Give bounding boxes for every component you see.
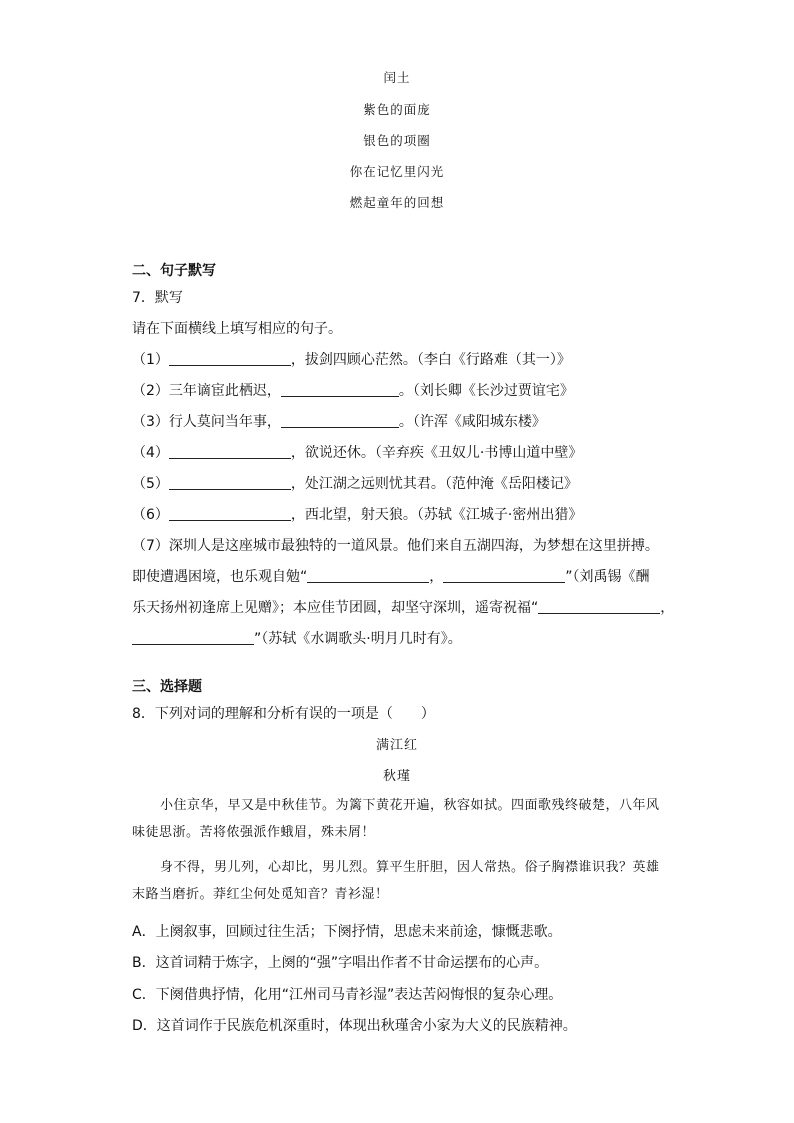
dictation-item (132, 411, 546, 431)
answer-blank[interactable] (132, 630, 254, 645)
item-text: ，处江湖之远则忧其君。（范仲淹《岳阳楼记》 (290, 476, 578, 492)
dictation-item-7-line (132, 597, 674, 617)
item-text: 即使遭遇困境，也乐观自勉“ (132, 569, 308, 585)
item-number: （4） (132, 445, 169, 461)
item-text: ， (429, 569, 444, 585)
ci-paragraph: 身不得，男儿列，心却比，男儿烈。算平生肝胆，因人常热。俗子胸襟谁识我？英雄末路当磨折。莽红尘何处觅知音？青衫湿！ (132, 860, 660, 902)
item-text: 行人莫问当年事， (168, 414, 281, 430)
answer-blank[interactable] (443, 568, 565, 583)
answer-blank[interactable] (307, 568, 429, 583)
poem-line: 燃起童年的回想 (349, 195, 445, 210)
poem-line: 紫色的面庞 (363, 102, 431, 117)
item-number: （5） (132, 476, 169, 492)
option-a[interactable]: A．上阕叙事，回顾过往生活；下阕抒情，思虑未来前途，慷慨悲歌。 (132, 924, 562, 940)
item-text: ”（苏轼《水调歌头·明月几时有》。 (254, 631, 462, 647)
dictation-item-7: （7）深圳人是这座城市最独特的一道风景。他们来自五湖四海，为梦想在这里拼搏。 (132, 538, 659, 554)
item-number: （3） (132, 414, 169, 430)
poem-line: 银色的项圈 (363, 133, 431, 148)
answer-blank[interactable] (538, 599, 660, 614)
question-8: 8．下列对词的理解和分析有误的一项是（ ） (132, 706, 435, 722)
dictation-item (132, 442, 582, 462)
dictation-item-7-line (132, 566, 650, 586)
ci-title: 满江红 (375, 738, 418, 753)
item-text: ，拔剑四顾心茫然。（李白《行路难（其一）》 (290, 352, 571, 368)
item-text: 三年谪宦此栖迟， (168, 383, 281, 399)
item-text: 乐天扬州初逢席上见赠》；本应佳节团圆，却坚守深圳，遥寄祝福“ (132, 600, 539, 616)
item-number: （6） (132, 507, 169, 523)
answer-blank[interactable] (281, 413, 399, 428)
answer-blank[interactable] (281, 382, 399, 397)
answer-blank[interactable] (169, 506, 291, 521)
dictation-item (132, 380, 574, 400)
poem-line: 闰土 (383, 70, 411, 85)
item-text: ，欲说还休。（辛弃疾《丑奴儿·书博山道中壁》 (290, 445, 583, 461)
dictation-item (132, 473, 578, 493)
item-text: 。（刘长卿《长沙过贾谊宅》 (398, 383, 574, 399)
instruction: 请在下面横线上填写相应的句子。 (132, 321, 342, 337)
option-c[interactable]: C．下阕借典抒情，化用“江州司马青衫湿”表达苦闷悔恨的复杂心理。 (132, 987, 563, 1003)
dictation-item (132, 504, 582, 524)
item-number: （2） (132, 383, 169, 399)
section-title: 二、句子默写 (132, 263, 216, 279)
ci-paragraph: 小住京华，早又是中秋佳节。为篱下黄花开遍，秋容如拭。四面歌残终破楚，八年风味徒思浙。苦将侬强派作蛾眉，殊未屑！ (132, 798, 660, 840)
answer-blank[interactable] (169, 475, 291, 490)
item-text: ”（刘禹锡《酬 (565, 569, 650, 585)
item-number: （1） (132, 352, 169, 368)
item-text: 。（许浑《咸阳城东楼》 (398, 414, 546, 430)
answer-blank[interactable] (169, 444, 291, 459)
section-title: 三、选择题 (132, 679, 202, 695)
question-number: 7．默写 (132, 290, 183, 306)
option-b[interactable]: B．这首词精于炼字，上阕的“强”字唱出作者不甘命运摆布的心声。 (132, 955, 549, 971)
item-text: ， (660, 600, 675, 616)
item-text: ，西北望，射天狼。（苏轼《江城子·密州出猎》 (290, 507, 583, 523)
dictation-item (132, 349, 571, 369)
ci-author: 秋瑾 (382, 769, 411, 784)
option-d[interactable]: D．这首词作于民族危机深重时，体现出秋瑾舍小家为大义的民族精神。 (132, 1018, 577, 1034)
answer-blank[interactable] (169, 351, 291, 366)
poem-line: 你在记忆里闪光 (349, 164, 445, 179)
dictation-item-7-line (132, 628, 462, 648)
